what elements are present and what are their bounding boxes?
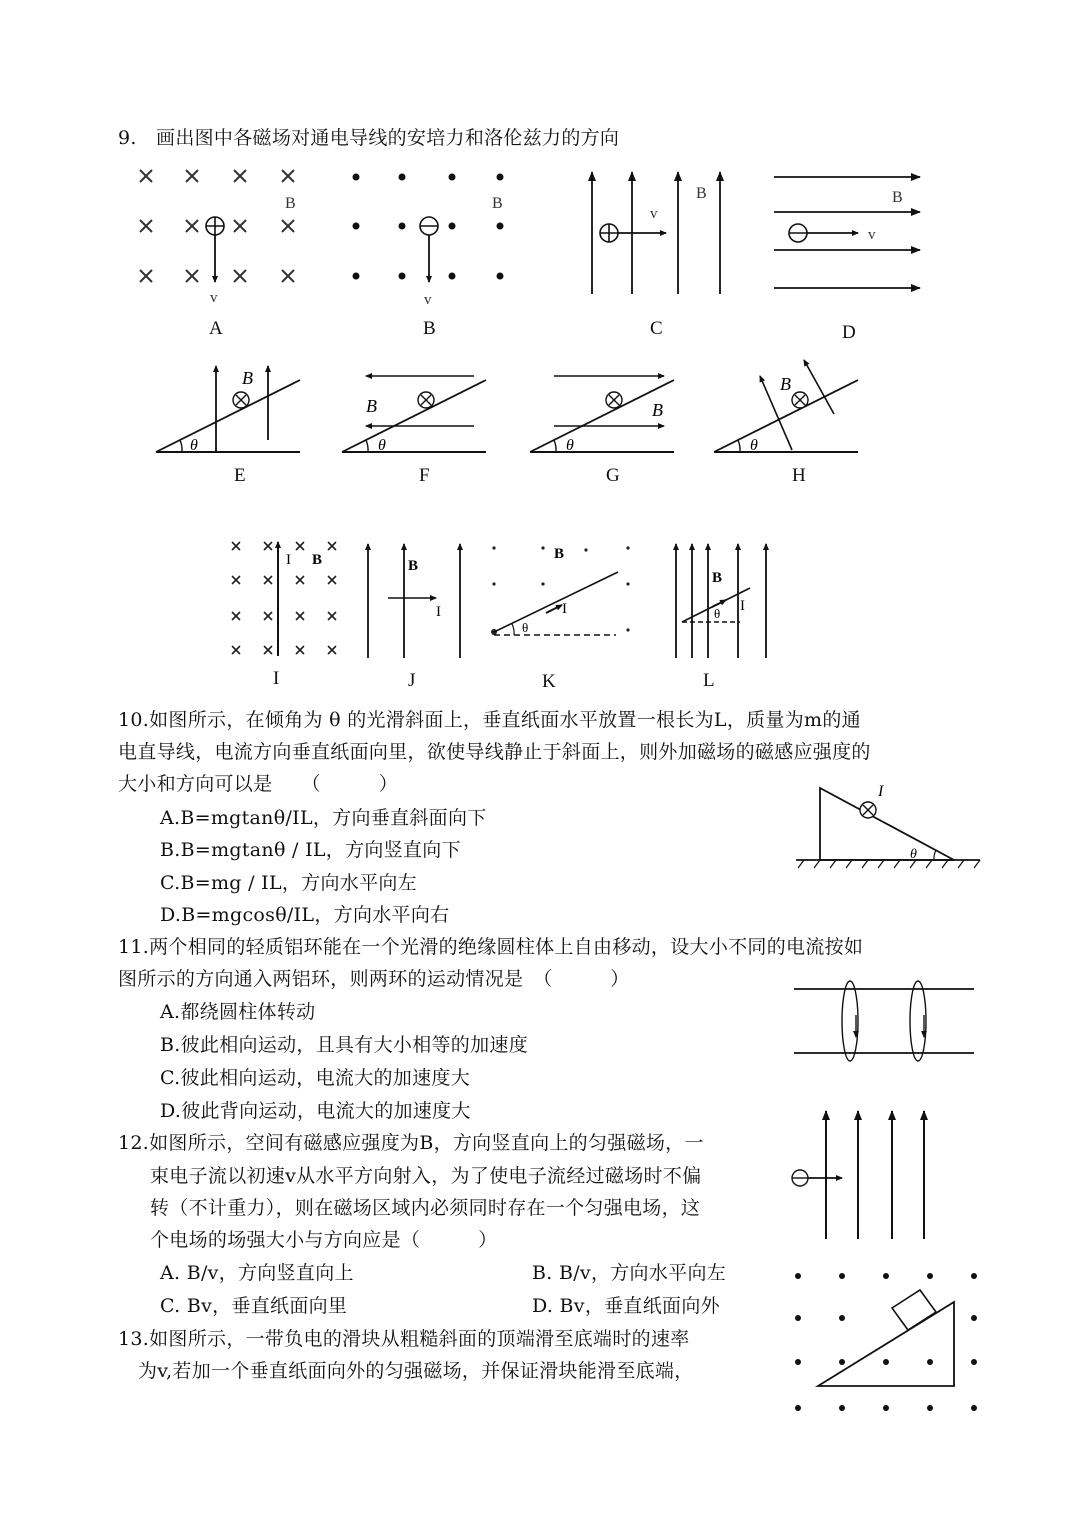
figure-a-diagram bbox=[130, 160, 310, 340]
q11-cylinder-rings-figure bbox=[790, 975, 980, 1075]
label-a: A bbox=[209, 318, 223, 339]
figure-h-diagram bbox=[710, 358, 870, 458]
label-current: I bbox=[562, 601, 567, 617]
label-current: I bbox=[740, 598, 745, 614]
label-g: G bbox=[606, 465, 620, 486]
q10-line-3: 大小和方向可以是 （ ） bbox=[118, 773, 399, 795]
figure-d-diagram bbox=[770, 160, 940, 300]
q12-option-d[interactable]: D. Bv，垂直纸面向外 bbox=[532, 1295, 720, 1317]
q11-option-c[interactable]: C.彼此相向运动，电流大的加速度大 bbox=[160, 1067, 471, 1089]
q10-incline-figure bbox=[790, 780, 990, 870]
label-k: K bbox=[542, 671, 556, 692]
label-b-field: B bbox=[780, 374, 791, 394]
q10-option-a[interactable]: A.B=mgtanθ/IL，方向垂直斜面向下 bbox=[160, 807, 487, 829]
label-d: D bbox=[842, 322, 856, 343]
label-b-field: B bbox=[892, 189, 903, 206]
q11-option-d[interactable]: D.彼此背向运动，电流大的加速度大 bbox=[160, 1100, 471, 1122]
q10-line-2: 电直导线，电流方向垂直纸面向里，欲使导线静止于斜面上，则外加磁场的磁感应强度的 bbox=[118, 741, 871, 763]
label-b-field: B bbox=[492, 195, 503, 212]
label-b: B bbox=[423, 318, 436, 339]
q11-line-2: 图所示的方向通入两铝环，则两环的运动情况是 （ ） bbox=[118, 968, 630, 990]
figure-g-diagram bbox=[524, 358, 684, 458]
label-velocity: v bbox=[424, 292, 432, 308]
q11-option-b[interactable]: B.彼此相向运动，且具有大小相等的加速度 bbox=[160, 1034, 529, 1056]
label-theta: θ bbox=[378, 437, 386, 454]
figure-l-diagram bbox=[670, 538, 780, 658]
label-h: H bbox=[792, 465, 806, 486]
label-b-field: B bbox=[696, 185, 707, 202]
q12-line-3: 转（不计重力），则在磁场区域内必须同时存在一个匀强电场，这 bbox=[150, 1197, 701, 1219]
label-f: F bbox=[419, 465, 430, 486]
q13-slope-field-figure bbox=[788, 1268, 988, 1418]
figure-i-diagram bbox=[226, 538, 346, 658]
figure-f-diagram bbox=[336, 358, 496, 458]
q11-line-1: 11.两个相同的轻质铝环能在一个光滑的绝缘圆柱体上自由移动，设大小不同的电流按如 bbox=[118, 936, 864, 958]
figure-b-diagram bbox=[340, 160, 520, 340]
label-j: J bbox=[408, 670, 416, 691]
q10-option-b[interactable]: B.B=mgtanθ / IL，方向竖直向下 bbox=[160, 839, 461, 861]
label-b-field: B bbox=[554, 546, 565, 562]
label-theta: θ bbox=[522, 620, 529, 635]
label-b-field: B bbox=[285, 195, 296, 212]
q13-line-1: 13.如图所示，一带负电的滑块从粗糙斜面的顶端滑至底端时的速率 bbox=[118, 1328, 690, 1350]
figure-e-diagram bbox=[150, 358, 310, 458]
q12-option-b[interactable]: B. B/v，方向水平向左 bbox=[532, 1262, 727, 1284]
label-b-field: B bbox=[242, 368, 253, 388]
label-velocity: v bbox=[650, 206, 658, 222]
q12-option-a[interactable]: A. B/v，方向竖直向上 bbox=[160, 1262, 354, 1284]
label-b-field: B bbox=[408, 558, 419, 574]
q12-line-2: 束电子流以初速v从水平方向射入，为了使电子流经过磁场时不偏 bbox=[150, 1165, 702, 1187]
q11-option-a[interactable]: A.都绕圆柱体转动 bbox=[160, 1001, 316, 1023]
label-theta: θ bbox=[566, 437, 574, 454]
q12-line-4: 个电场的场强大小与方向应是（ ） bbox=[150, 1229, 498, 1251]
label-b-field: B bbox=[652, 400, 663, 420]
q12-field-figure bbox=[786, 1105, 946, 1245]
label-l: L bbox=[703, 670, 715, 691]
label-theta: θ bbox=[750, 437, 758, 454]
label-velocity: v bbox=[868, 227, 876, 243]
label-current: I bbox=[436, 604, 441, 620]
q10-option-d[interactable]: D.B=mgcosθ/IL，方向水平向右 bbox=[160, 904, 450, 926]
figure-j-diagram bbox=[360, 538, 470, 658]
q10-option-c[interactable]: C.B=mg / IL，方向水平向左 bbox=[160, 872, 417, 894]
q12-option-c[interactable]: C. Bv，垂直纸面向里 bbox=[160, 1295, 348, 1317]
label-b-field: B bbox=[712, 570, 723, 586]
label-e: E bbox=[234, 465, 246, 486]
label-theta: θ bbox=[714, 606, 721, 621]
label-velocity: v bbox=[210, 290, 218, 306]
q9-text: 9. 画出图中各磁场对通电导线的安培力和洛伦兹力的方向 bbox=[118, 127, 620, 149]
q12-line-1: 12.如图所示，空间有磁感应强度为B，方向竖直向上的匀强磁场，一 bbox=[118, 1132, 704, 1154]
label-i: I bbox=[273, 668, 280, 689]
label-current: I bbox=[286, 552, 291, 568]
label-c: C bbox=[650, 318, 663, 339]
figure-k-diagram bbox=[488, 540, 638, 650]
label-theta: θ bbox=[910, 847, 917, 862]
figure-c-diagram bbox=[580, 160, 760, 300]
label-b-field: B bbox=[312, 552, 323, 568]
q10-line-1: 10.如图所示，在倾角为 θ 的光滑斜面上，垂直纸面水平放置一根长为L，质量为m的通 bbox=[118, 709, 861, 731]
label-theta: θ bbox=[190, 437, 198, 454]
label-b-field: B bbox=[366, 396, 377, 416]
label-current: I bbox=[878, 783, 884, 800]
q13-line-2: 为v,若加一个垂直纸面向外的匀强磁场，并保证滑块能滑至底端， bbox=[138, 1360, 694, 1382]
